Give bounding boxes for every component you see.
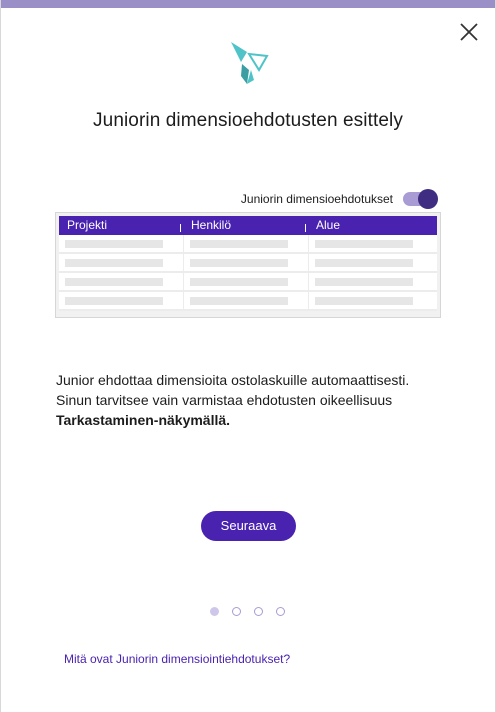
preview-toggle-label: Juniorin dimensioehdotukset bbox=[240, 192, 393, 206]
column-separator bbox=[305, 224, 306, 232]
table-cell bbox=[59, 254, 183, 271]
next-button[interactable]: Seuraava bbox=[201, 511, 296, 541]
placeholder-bar bbox=[315, 259, 413, 267]
preview-table bbox=[55, 212, 441, 318]
close-icon[interactable] bbox=[457, 20, 481, 44]
table-row bbox=[59, 292, 437, 311]
placeholder-bar bbox=[190, 259, 288, 267]
feature-description bbox=[56, 370, 456, 430]
table-cell bbox=[308, 273, 437, 290]
table-cell bbox=[59, 235, 183, 252]
placeholder-bar bbox=[65, 297, 163, 305]
table-cell bbox=[183, 235, 308, 252]
table-row bbox=[59, 273, 437, 292]
feature-preview-illustration bbox=[55, 186, 441, 318]
toggle-knob bbox=[418, 189, 438, 209]
table-row bbox=[59, 235, 437, 254]
placeholder-bar bbox=[315, 278, 413, 286]
preview-table-header bbox=[59, 216, 437, 235]
placeholder-bar bbox=[65, 240, 163, 248]
column-header-henkilo bbox=[183, 216, 308, 235]
column-header-label: Henkilö bbox=[191, 218, 232, 232]
step-pagination bbox=[210, 607, 298, 616]
preview-toggle-switch bbox=[403, 192, 437, 206]
placeholder-bar bbox=[65, 278, 163, 286]
table-cell bbox=[59, 273, 183, 290]
dialog-top-bar bbox=[1, 0, 495, 8]
table-cell bbox=[183, 273, 308, 290]
pagination-dot-3[interactable] bbox=[254, 607, 263, 616]
table-cell bbox=[308, 254, 437, 271]
placeholder-bar bbox=[190, 278, 288, 286]
dialog-title: Juniorin dimensioehdotusten esittely bbox=[93, 110, 403, 131]
column-separator bbox=[180, 224, 181, 232]
description-line-3: Tarkastaminen-näkymällä. bbox=[56, 412, 231, 428]
table-cell bbox=[183, 292, 308, 309]
placeholder-bar bbox=[190, 240, 288, 248]
table-cell bbox=[308, 292, 437, 309]
table-cell bbox=[59, 292, 183, 309]
column-header-label: Projekti bbox=[67, 218, 108, 232]
column-header-label: Alue bbox=[316, 218, 341, 232]
help-link[interactable]: Mitä ovat Juniorin dimensiointiehdotukset? bbox=[64, 652, 291, 666]
junior-logo-icon bbox=[225, 40, 273, 86]
preview-toggle-row bbox=[241, 188, 437, 210]
table-cell bbox=[183, 254, 308, 271]
description-line-2: Sinun tarvitsee vain varmistaa ehdotusten oikeellisuus bbox=[56, 392, 393, 408]
placeholder-bar bbox=[315, 297, 413, 305]
pagination-dot-2[interactable] bbox=[232, 607, 241, 616]
pagination-dot-1[interactable] bbox=[210, 607, 219, 616]
column-header-projekti bbox=[59, 216, 183, 235]
table-row bbox=[59, 254, 437, 273]
placeholder-bar bbox=[65, 259, 163, 267]
table-cell bbox=[308, 235, 437, 252]
placeholder-bar bbox=[190, 297, 288, 305]
column-header-alue bbox=[308, 216, 437, 235]
description-line-1: Junior ehdottaa dimensioita ostolaskuille automaattisesti. bbox=[56, 372, 410, 388]
placeholder-bar bbox=[315, 240, 413, 248]
pagination-dot-4[interactable] bbox=[276, 607, 285, 616]
